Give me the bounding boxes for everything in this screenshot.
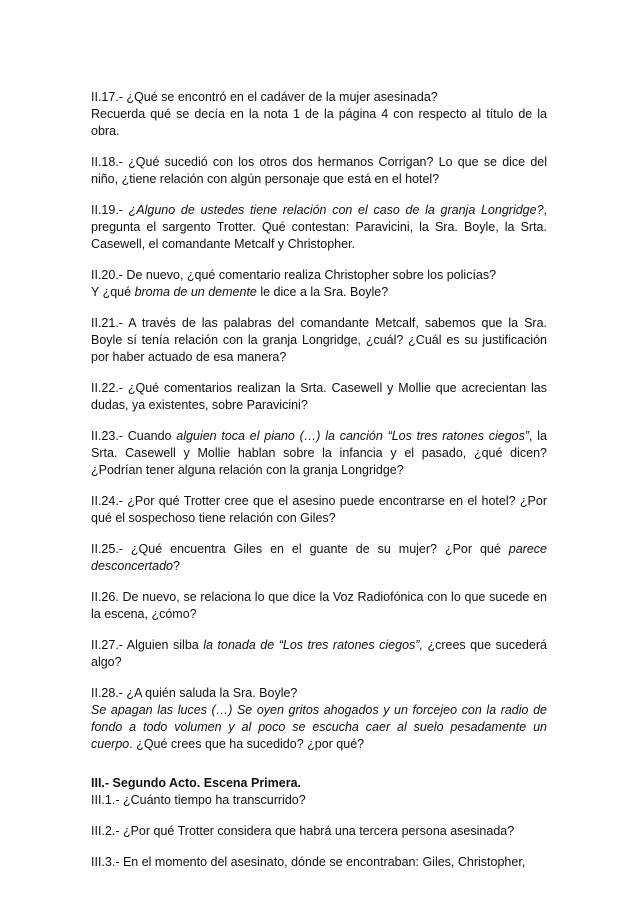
question-paragraph	[91, 267, 547, 301]
question-paragraph	[91, 637, 547, 671]
text-run: III.3.- En el momento del asesinato, dónde se encontraban: Giles, Christopher,	[91, 855, 526, 869]
question-list	[91, 89, 547, 753]
text-run: II.27.- Alguien silba	[91, 638, 204, 652]
question-paragraph	[91, 589, 547, 623]
italic-quote: alguien toca el piano (…) la canción “Los tres ratones ciegos”	[176, 429, 530, 443]
text-run: , la Srta. Casewell y Mollie hablan sobre la infancia y el pasado, ¿qué dicen? ¿Podrían tener alguna relación con la granja Longridge?	[91, 429, 548, 477]
text-run: II.23.- Cuando	[91, 429, 177, 443]
text-run: II.28.- ¿A quién saluda la Sra. Boyle?	[91, 686, 298, 700]
text-run: II.18.- ¿Qué sucedió con los otros dos hermanos Corrigan? Lo que se dice del niño, ¿tiene relación con algún personaje que está en el hotel?	[91, 155, 547, 186]
question-paragraph	[91, 685, 547, 753]
text-run: ?	[173, 559, 180, 573]
question-paragraph	[91, 823, 547, 840]
text-run: II.21.- A través de las palabras del comandante Metcalf, sabemos que la Sra. Boyle sí tenía relación con la granja Longridge, ¿cuál? ¿Cuál es su justificación por haber actuado de esa manera?	[91, 316, 547, 364]
question-paragraph	[91, 493, 547, 527]
text-run: , pregunta el sargento Trotter. Qué contestan: Paravicini, la Sra. Boyle, la Srta. Casewell, el comandante Metcalf y Christopher.	[91, 203, 548, 251]
text-run: II.24.- ¿Por qué Trotter cree que el asesino puede encontrarse en el hotel? ¿Por qué el sospechoso tiene relación con Giles?	[91, 494, 547, 525]
italic-quote: Se apagan las luces (…) Se oyen gritos ahogados y un forcejeo con la radio de fondo a todo volumen y al poco se escucha caer al suelo pesadamente un cuerpo	[91, 703, 547, 751]
text-run: II.20.- De nuevo, ¿qué comentario realiza Christopher sobre los policías? Y ¿qué	[91, 268, 497, 299]
text-run: III.2.- ¿Por qué Trotter considera que habrá una tercera persona asesinada?	[91, 824, 515, 838]
section-question-list	[91, 792, 547, 871]
section-title: III.- Segundo Acto. Escena Primera.	[91, 776, 302, 790]
text-run: Recuerda qué se decía en la nota 1 de la página 4 con respecto al título de la obra.	[91, 107, 547, 138]
text-run: II.26. De nuevo, se relaciona lo que dice la Voz Radiofónica con lo que sucede en la escena, ¿cómo?	[91, 590, 547, 621]
question-paragraph	[91, 154, 547, 188]
text-run: III.1.- ¿Cuánto tiempo ha transcurrido?	[91, 793, 306, 807]
question-paragraph	[91, 541, 547, 575]
italic-quote: parece desconcertado	[91, 542, 547, 573]
question-paragraph	[91, 428, 547, 479]
text-run: ¿crees que sucederá algo?	[91, 638, 547, 669]
text-run: II.19.-	[91, 203, 129, 217]
text-run: II.17.- ¿Qué se encontró en el cadáver de la mujer asesinada?	[91, 90, 438, 104]
text-run: le dice a la Sra. Boyle?	[256, 285, 389, 299]
question-paragraph	[91, 315, 547, 366]
question-paragraph	[91, 792, 547, 809]
text-run: II.22.- ¿Qué comentarios realizan la Srta. Casewell y Mollie que acrecientan las dudas, ya existentes, sobre Paravicini?	[91, 381, 547, 412]
italic-quote: ¿Alguno de ustedes tiene relación con el caso de la granja Longridge?	[128, 203, 544, 217]
italic-quote: la tonada de “Los tres ratones ciegos”,	[203, 638, 423, 652]
question-paragraph	[91, 202, 547, 253]
text-run: . ¿Qué crees que ha sucedido? ¿por qué?	[129, 737, 365, 751]
question-paragraph	[91, 89, 547, 140]
question-paragraph	[91, 854, 547, 871]
italic-quote: broma de un demente	[134, 285, 257, 299]
text-run: II.25.- ¿Qué encuentra Giles en el guante de su mujer? ¿Por qué	[91, 542, 509, 556]
question-paragraph	[91, 380, 547, 414]
